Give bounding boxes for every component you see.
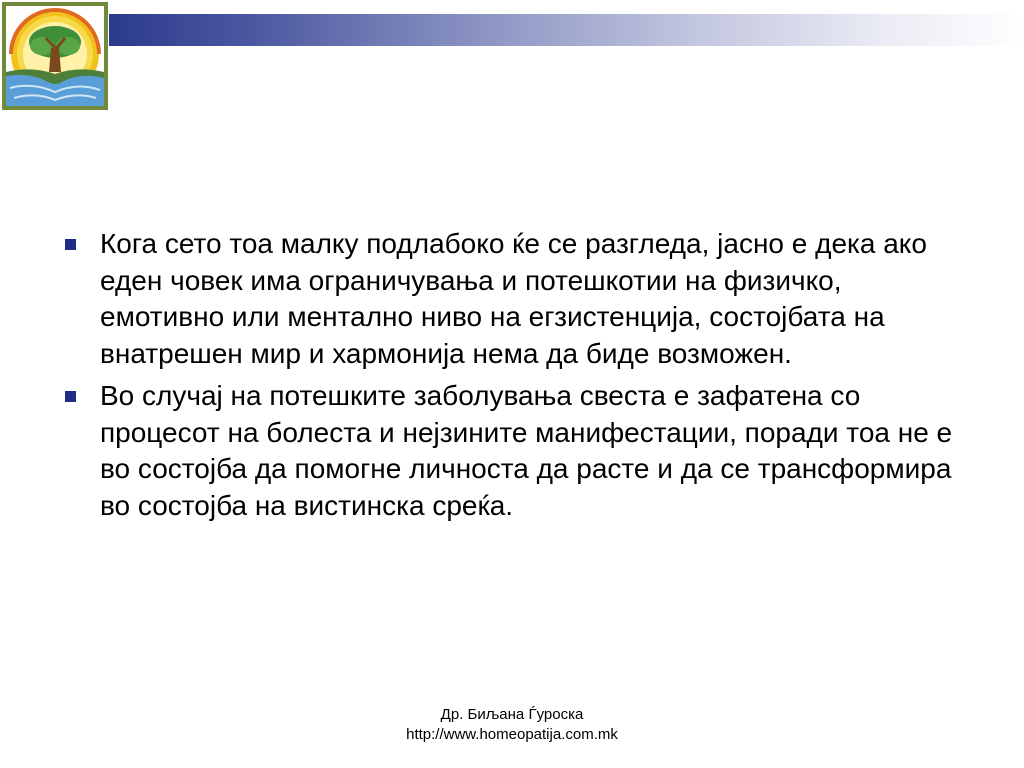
footer-url: http://www.homeopatija.com.mk <box>406 726 618 743</box>
footer-author: Др. Биљана Ѓуроска <box>440 706 584 723</box>
bullet-text: Кога сето тоа малку подлабоко ќе се разгледа, јасно е дека ако еден човек има ограничувања и потешкотии на физичко, емотивно или ментално ниво на егзистенција, состојбата на внатрешен мир и хармонија нема да биде возможен. <box>100 228 927 369</box>
bullet-item <box>62 378 962 524</box>
logo-icon <box>2 2 108 110</box>
bullet-list <box>62 226 962 530</box>
bullet-item <box>62 226 962 372</box>
square-bullet-icon <box>65 239 76 250</box>
footer <box>312 705 712 745</box>
header-gradient-band <box>109 14 1024 46</box>
square-bullet-icon <box>65 391 76 402</box>
bullet-text: Во случај на потешките заболувања свеста е зафатена со процесот на болеста и нејзините манифестации, поради тоа не е во состојба да помогне личноста да расте и да се трансформира во состојба на вистинска среќа. <box>100 380 953 521</box>
